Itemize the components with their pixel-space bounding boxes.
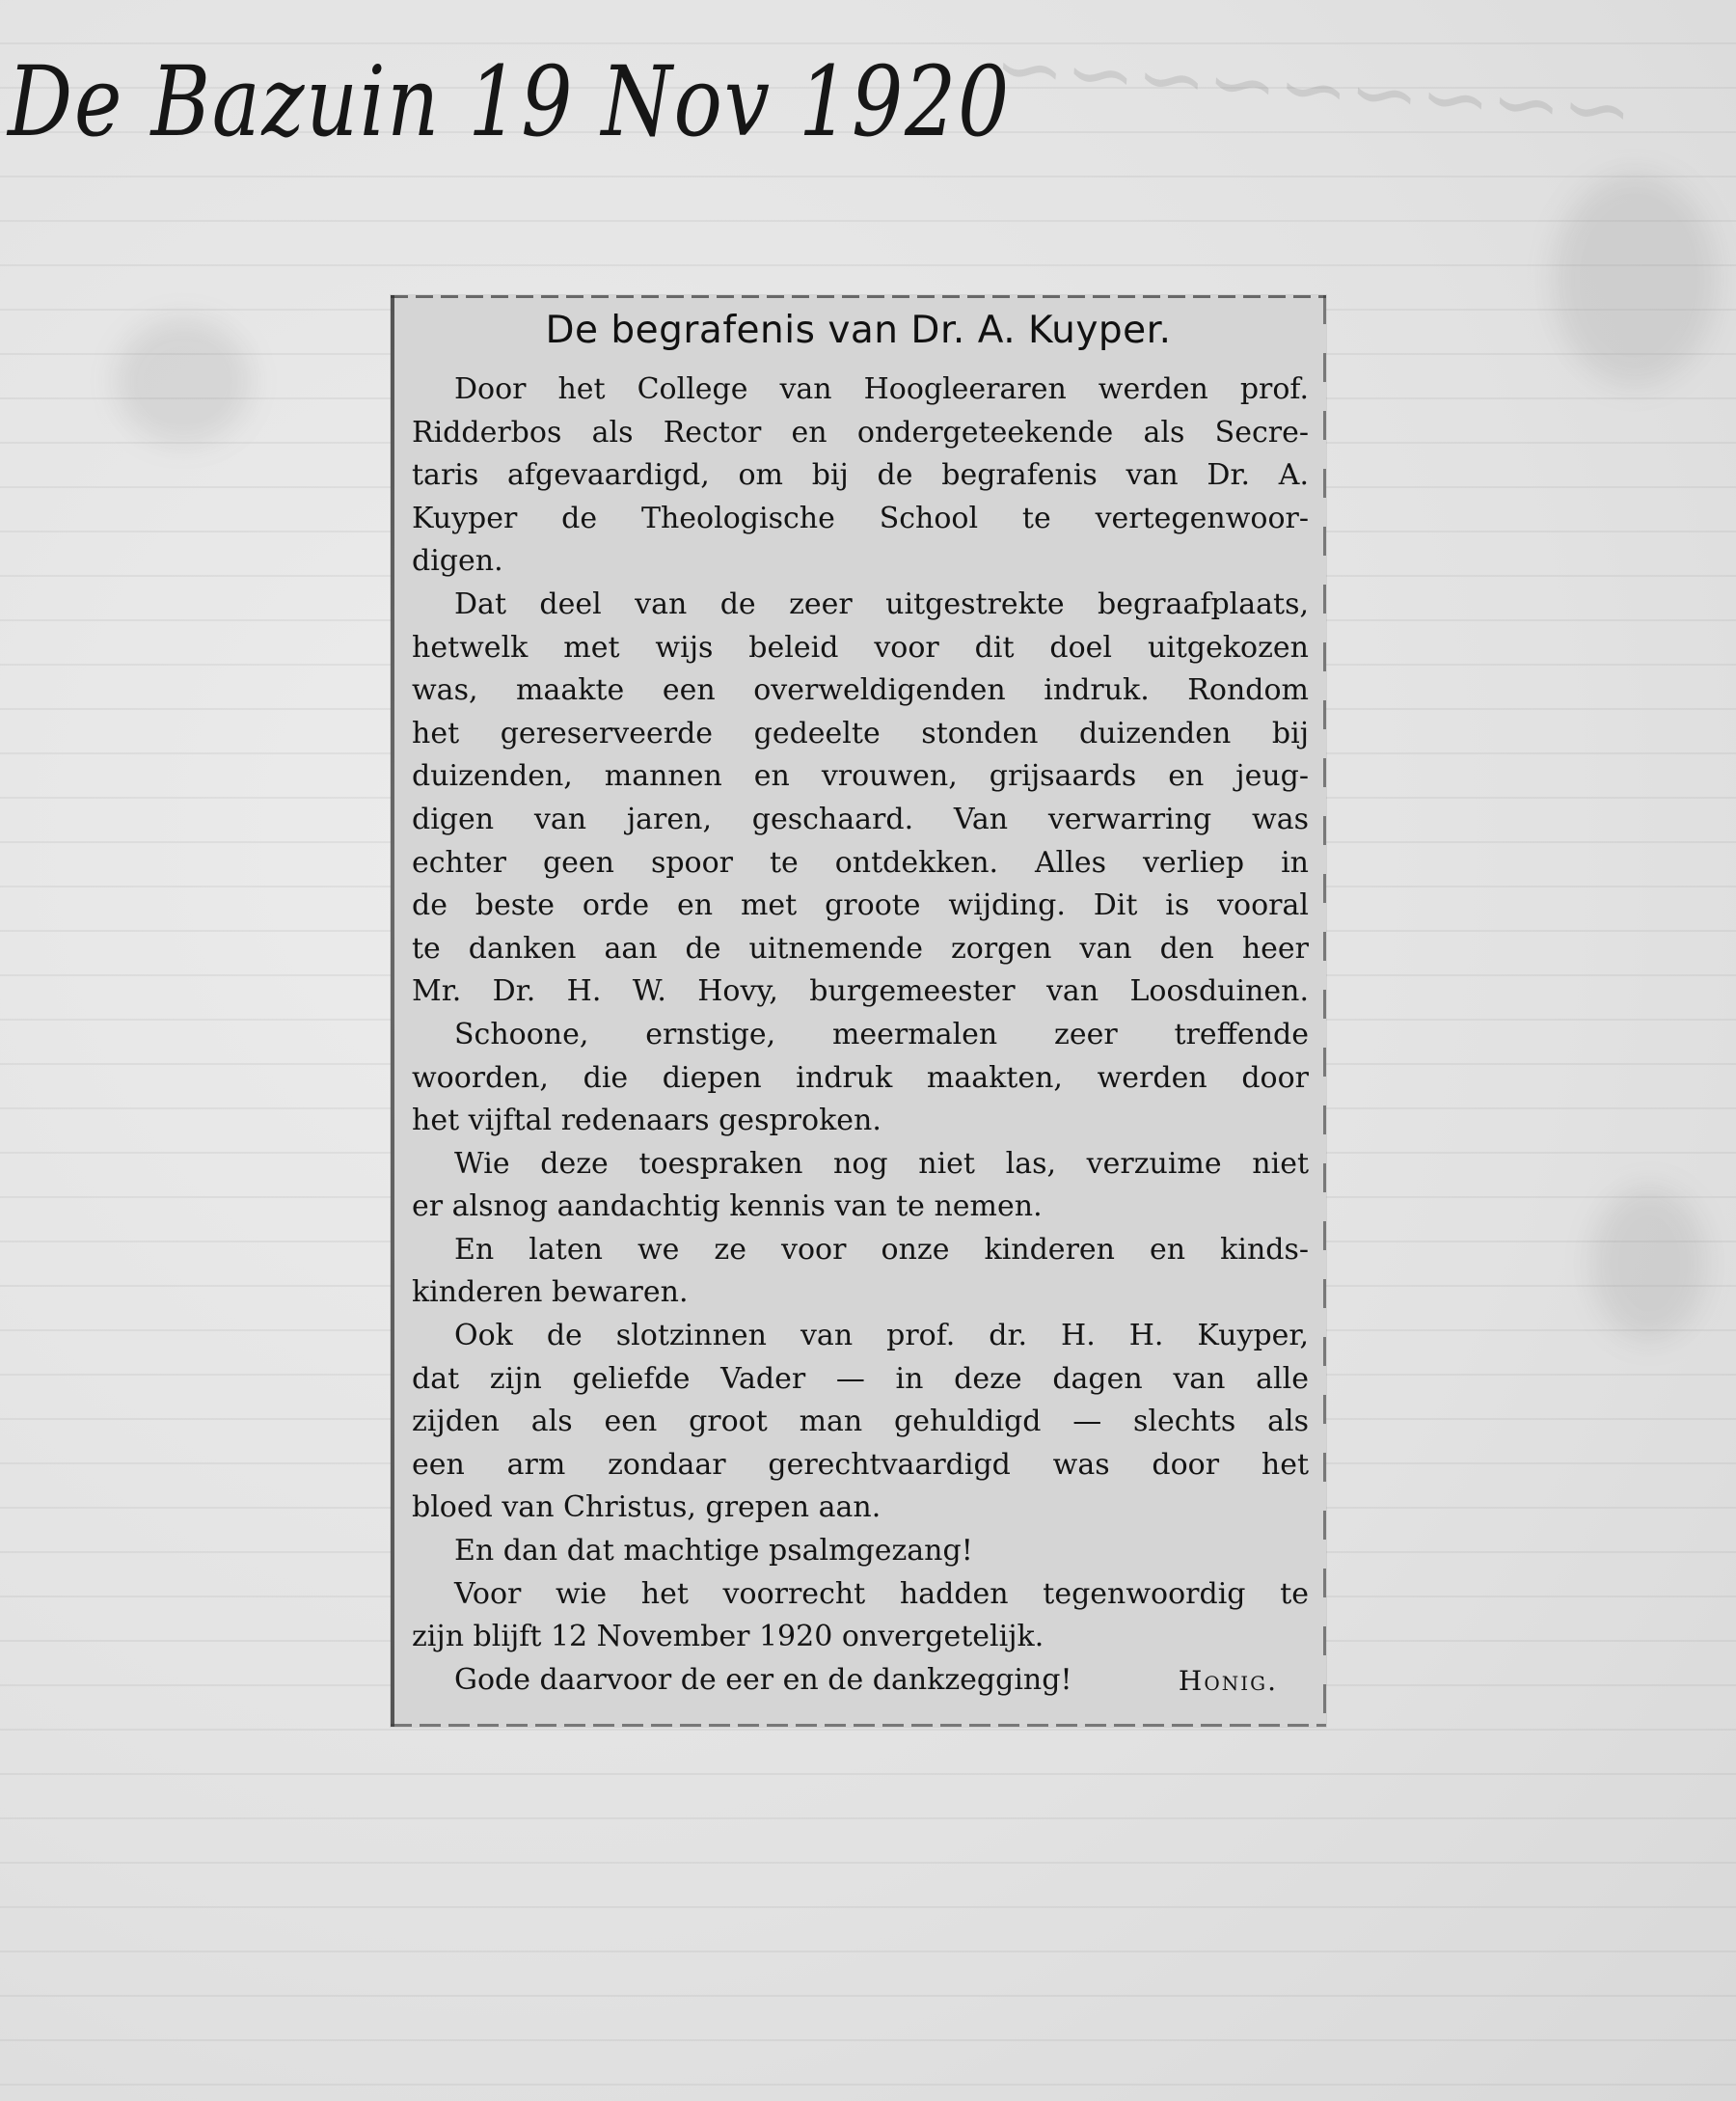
article-line: een arm zondaar gerechtvaardigd was door het bbox=[412, 1447, 1309, 1482]
article-line: taris afgevaardigd, om bij de begrafenis van Dr. A. bbox=[412, 458, 1309, 493]
article-line: Door het College van Hoogleeraren werden prof. bbox=[454, 372, 1309, 406]
article-line: zijden als een groot man gehuldigd — slechts als bbox=[412, 1405, 1309, 1439]
article-line: En laten we ze voor onze kinderen en kinds- bbox=[454, 1232, 1309, 1267]
article-line: Ook de slotzinnen van prof. dr. H. H. Kuyper, bbox=[454, 1319, 1309, 1353]
article-line: Kuyper de Theologische School te vertegenwoor- bbox=[412, 501, 1309, 535]
handwritten-note bbox=[8, 29, 1030, 174]
article-line: echter geen spoor te ontdekken. Alles verliep in bbox=[412, 845, 1309, 880]
article-line: hetwelk met wijs beleid voor dit doel uitgekozen bbox=[412, 630, 1309, 665]
paper-stain bbox=[116, 318, 251, 444]
article-line: Gode daarvoor de eer en de dankzegging! bbox=[454, 1662, 1072, 1697]
article-line: zijn blijft 12 November 1920 onvergetelijk. bbox=[412, 1620, 1044, 1654]
article-line: Mr. Dr. H. W. Hovy, burgemeester van Loosduinen. bbox=[412, 974, 1309, 1009]
article-title: De begrafenis van Dr. A. Kuyper. bbox=[545, 309, 1172, 352]
article-line: het gereserveerde gedeelte stonden duizenden bij bbox=[412, 716, 1309, 750]
paper-stain bbox=[1591, 1187, 1707, 1341]
article-line: de beste orde en met groote wijding. Dit is vooral bbox=[412, 888, 1309, 923]
article-line: duizenden, mannen en vrouwen, grijsaards en jeug- bbox=[412, 759, 1309, 794]
article-line: was, maakte een overweldigenden indruk. Rondom bbox=[412, 673, 1309, 708]
clipping-edge bbox=[391, 295, 394, 1727]
clipping-edge bbox=[391, 295, 1326, 298]
article-body bbox=[412, 368, 1309, 1702]
clipping-edge bbox=[1323, 295, 1326, 1727]
article-line: woorden, die diepen indruk maakten, werden door bbox=[412, 1060, 1309, 1095]
article-line: kinderen bewaren. bbox=[412, 1275, 689, 1310]
article-line: digen van jaren, geschaard. Van verwarring was bbox=[412, 802, 1309, 836]
article-signature: Honig. bbox=[1178, 1665, 1278, 1697]
clipping-edge bbox=[391, 1724, 1326, 1727]
article-line: dat zijn geliefde Vader — in deze dagen van alle bbox=[412, 1361, 1309, 1396]
show-through-handwriting: ~~~~~~~~~ bbox=[990, 15, 1637, 161]
newspaper-clipping bbox=[391, 295, 1326, 1727]
article-line: Schoone, ernstige, meermalen zeer treffende bbox=[454, 1017, 1309, 1051]
article-line: te danken aan de uitnemende zorgen van den heer bbox=[412, 931, 1309, 966]
paper-stain bbox=[1553, 174, 1717, 386]
article-line: digen. bbox=[412, 544, 503, 579]
article-line: Voor wie het voorrecht hadden tegenwoordig te bbox=[454, 1576, 1309, 1611]
article-line: bloed van Christus, grepen aan. bbox=[412, 1490, 882, 1525]
article-line: En dan dat machtige psalmgezang! bbox=[454, 1534, 973, 1569]
article-line: Ridderbos als Rector en ondergeteekende als Secre- bbox=[412, 415, 1309, 450]
article-line: Wie deze toespraken nog niet las, verzuime niet bbox=[454, 1146, 1309, 1181]
article-line: er alsnog aandachtig kennis van te nemen. bbox=[412, 1189, 1043, 1224]
handwritten-note-text: De Bazuin 19 Nov 1920 bbox=[6, 45, 1011, 158]
article-line: het vijftal redenaars gesproken. bbox=[412, 1104, 882, 1138]
article-line: Dat deel van de zeer uitgestrekte begraafplaats, bbox=[454, 587, 1309, 621]
